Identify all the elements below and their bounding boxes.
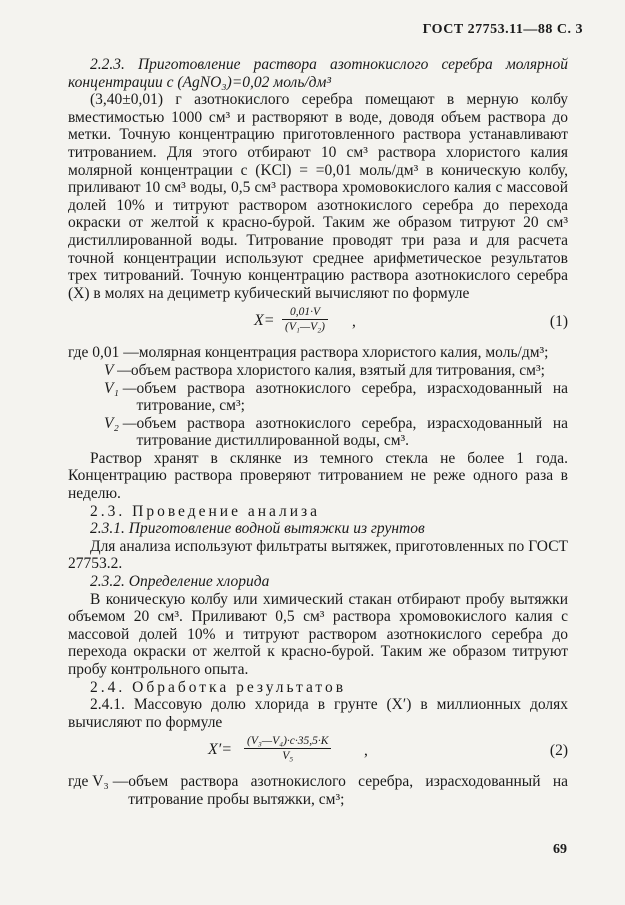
- definition-text: объем раствора азотнокислого серебра, израсходованный на титрование пробы вытяжки, см³;: [128, 773, 568, 808]
- section-title-2-4: 2.4. Обработка результатов: [90, 678, 347, 696]
- section-title-2-2-3: 2.2.3. Приготовление раствора азотнокислого серебра молярной концентрации c (AgNO₃)=0,02 моль/дм³: [68, 56, 568, 91]
- paragraph-filtrates: Для анализа используют фильтраты вытяжек, приготовленных по ГОСТ 27753.2.: [68, 537, 568, 573]
- paragraph-chloride: В коническую колбу или химический стакан отбирают пробу вытяжки объемом 20 см³. Приливают 0,5 см³ раствора хромовокислого калия с массовой долей 10% и титруют раствором азотнокислого серебра до перехода окраски от желтой к красно-бурой. Таким же образом титруют пробу контрольного опыта.: [68, 590, 568, 678]
- formula-1-denominator: (V₁—V₂): [285, 321, 325, 334]
- formula-1: [68, 304, 568, 340]
- formula-1-comma: ,: [352, 313, 356, 331]
- section-title-2-3: 2.3. Проведение анализа: [90, 502, 321, 520]
- paragraph-storage: Раствор хранят в склянке из темного стекла не более 1 года. Концентрацию раствора проверяют титрованием не реже одного раза в неделю.: [68, 449, 568, 503]
- formula-2-denominator: V₅: [282, 750, 294, 763]
- definition-row: [68, 773, 568, 808]
- definition-symbol: где 0,01 —: [68, 344, 139, 362]
- definition-symbol: V₂ —: [104, 414, 137, 432]
- formula-1-fraction: [282, 305, 328, 334]
- definition-row: [68, 380, 568, 415]
- formula-2-fraction: [244, 734, 331, 763]
- definition-row: [68, 362, 568, 380]
- section-title-2-3-2: 2.3.2. Определение хлорида: [90, 573, 270, 591]
- formula-2-numerator: (V₃—V₄)·c·35,5·K: [244, 734, 331, 749]
- section-title-2-3-1: 2.3.1. Приготовление водной вытяжки из грунтов: [90, 520, 425, 538]
- definition-text: молярная концентрация раствора хлористого калия, моль/дм³;: [138, 344, 549, 362]
- paragraph-preparation: (3,40±0,01) г азотнокислого серебра помещают в мерную колбу вместимостью 1000 см³ и растворяют в воде, доводя объем раствора до метки. Точную концентрацию приготовленного раствора устанавливают титрованием. Для этого отбирают 10 см³ раствора хлористого калия молярной концентрации c (KCl) = =0,01 моль/дм³ в коническую колбу, приливают 10 см³ воды, 0,5 см³ раствора хромовокислого калия с массовой долей 10% и титруют раствором азотнокислого серебра до перехода окраски от желтой к красно-бурой. Таким же образом титруют 20 см³ дистиллированной воды. Титрование проводят три раза и для расчета точной концентрации используют среднее арифметическое результатов трех титрований. Точную концентрацию раствора азотнокислого серебра (X) в молях на дециметр кубический вычисляют по формуле: [68, 91, 568, 302]
- definition-symbol: V₁ —: [104, 379, 137, 397]
- definition-symbol: V —: [104, 361, 131, 379]
- formula-1-number: (1): [549, 313, 568, 331]
- formula-2-comma: ,: [364, 742, 368, 760]
- definition-row: [68, 344, 568, 362]
- page-content: [68, 56, 568, 809]
- page-number: 69: [553, 842, 567, 857]
- formula-1-lhs: X=: [254, 312, 275, 330]
- formula-2-number: (2): [549, 742, 568, 760]
- definition-symbol: где V₃ —: [68, 773, 129, 791]
- formula-2-lhs: X′=: [208, 741, 233, 759]
- page-header: ГОСТ 27753.11—88 С. 3: [422, 22, 583, 37]
- formula-1-numerator: 0,01·V: [282, 305, 328, 320]
- definition-text: объем раствора азотнокислого серебра, израсходованный на титрование, см³;: [136, 379, 568, 415]
- definition-row: [68, 415, 568, 450]
- definition-text: объем раствора хлористого калия, взятый для титрования, см³;: [130, 361, 545, 379]
- paragraph-mass-fraction: 2.4.1. Массовую долю хлорида в грунте (X′) в миллионных долях вычисляют по формуле: [68, 696, 568, 731]
- definition-text: объем раствора азотнокислого серебра, израсходованный на титрование дистиллированной воды, см³.: [136, 414, 568, 450]
- formula-2: [68, 733, 568, 769]
